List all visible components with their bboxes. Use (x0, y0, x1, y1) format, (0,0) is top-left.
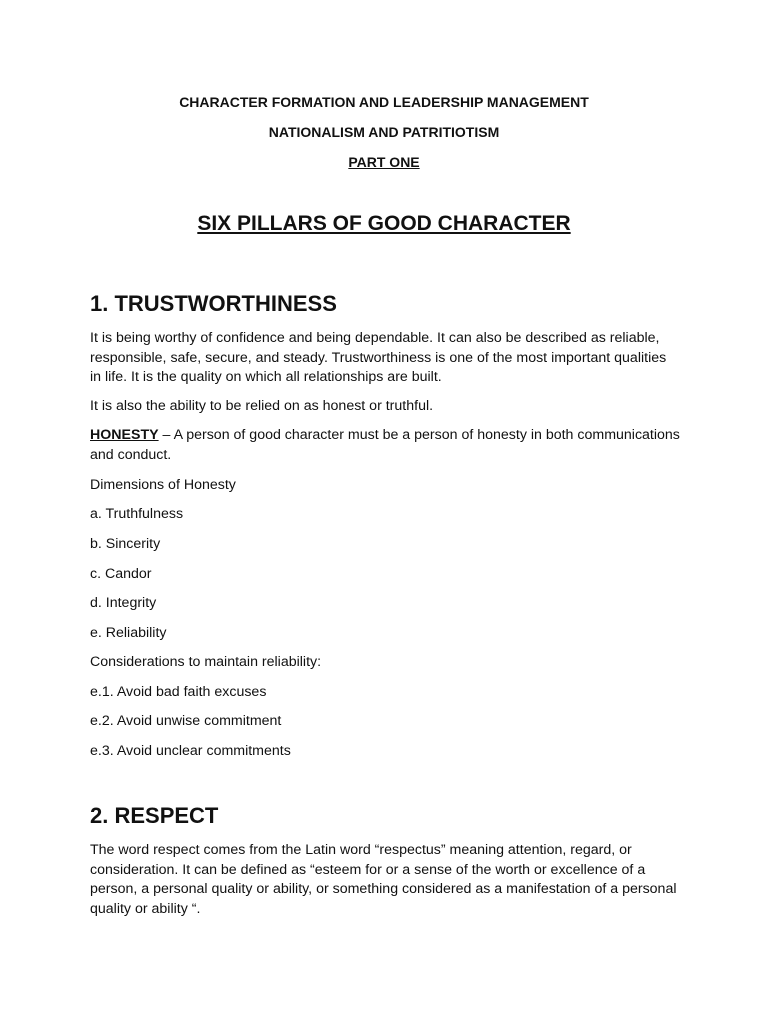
section-heading-respect: 2. RESPECT (90, 803, 219, 828)
part-label (0, 154, 768, 170)
main-title: SIX PILLARS OF GOOD CHARACTER (197, 212, 571, 235)
list-item: a. Truthfulness (90, 506, 184, 522)
section-heading-trustworthiness: 1. TRUSTWORTHINESS (90, 291, 337, 316)
trustworthiness-paragraph-2: It is also the ability to be relied on as honest or truthful. (90, 398, 434, 414)
list-item: e.1. Avoid bad faith excuses (90, 684, 267, 700)
list-item: e. Reliability (90, 625, 167, 641)
honesty-paragraph (90, 426, 680, 465)
list-item: e.2. Avoid unwise commitment (90, 713, 282, 729)
honesty-text: – A person of good character must be a person of honesty in both communications and conduct. (90, 427, 680, 463)
list-item: c. Candor (90, 566, 152, 582)
dimensions-label: Dimensions of Honesty (90, 477, 236, 493)
part-label-text: PART ONE (348, 154, 420, 170)
course-title: CHARACTER FORMATION AND LEADERSHIP MANAGEMENT (179, 94, 589, 110)
respect-paragraph-1: The word respect comes from the Latin word “respectus” meaning attention, regard, or consideration. It can be defined as “esteem for or a sense of the worth or excellence of a person, a personal quality or ability, or something considered as a manifestation of a personal quality or ability “. (90, 842, 677, 917)
list-item: d. Integrity (90, 595, 157, 611)
honesty-term: HONESTY (90, 427, 159, 443)
list-item: b. Sincerity (90, 536, 161, 552)
trustworthiness-paragraph-1: It is being worthy of confidence and being dependable. It can also be described as reliable, responsible, safe, secure, and steady. Trustworthiness is one of the most important qualities in life. It is the quality on which all relationships are built. (90, 330, 667, 385)
list-item: e.3. Avoid unclear commitments (90, 743, 291, 759)
subtitle: NATIONALISM AND PATRITIOTISM (268, 124, 500, 140)
considerations-label: Considerations to maintain reliability: (90, 654, 322, 670)
